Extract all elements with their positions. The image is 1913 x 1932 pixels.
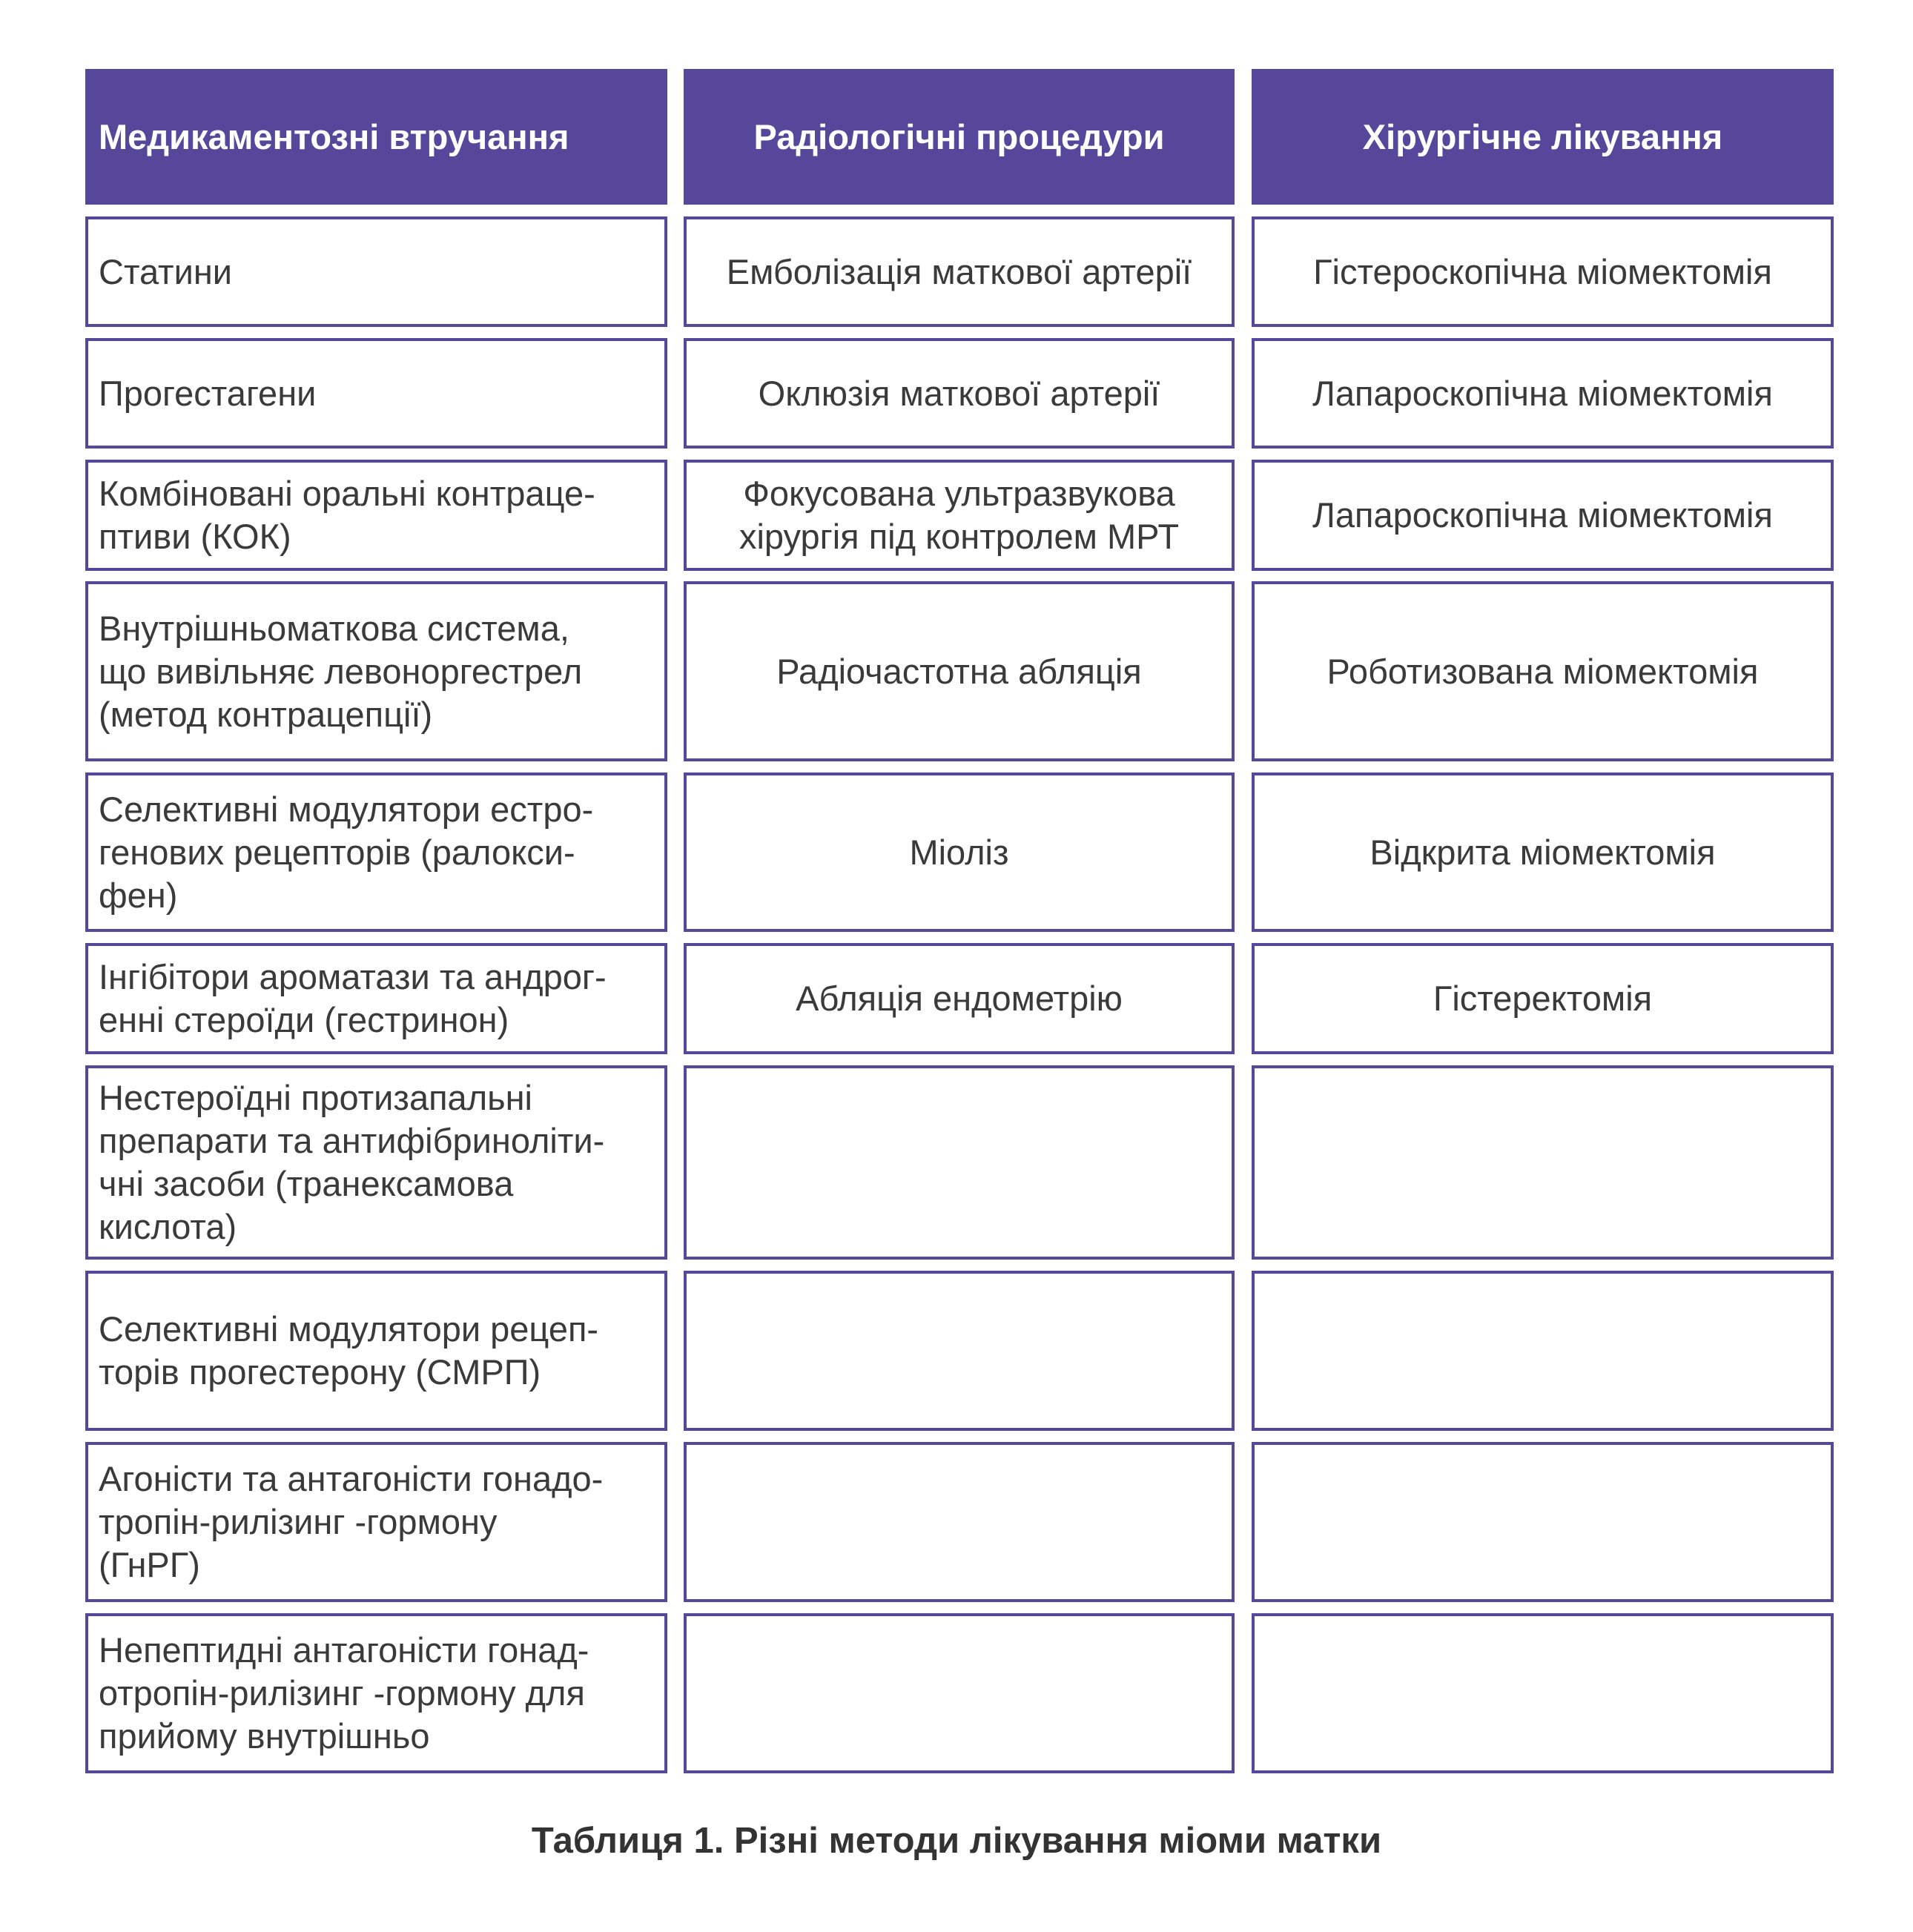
table-cell: Емболізація маткової артерії (684, 216, 1235, 327)
table-cell: Міоліз (684, 773, 1235, 932)
header-radiology: Радіологічні процедури (684, 69, 1235, 205)
table-cell-empty (1252, 1442, 1834, 1602)
table-caption: Таблиця 1. Різні методи лікування міоми матки (531, 1821, 1382, 1861)
table-cell: Роботизована міомектомія (1252, 581, 1834, 761)
table-cell: Прогестагени (85, 338, 667, 449)
table-cell: Агоністи та антагоністи гонадо- тропін-рилізинг -гормону (ГнРГ) (85, 1442, 667, 1602)
table-cell: Внутрішньоматкова система, що вивільняє левоноргестрел (метод контрацепції) (85, 581, 667, 761)
table-cell-empty (1252, 1271, 1834, 1431)
table-cell: Гістеректомія (1252, 943, 1834, 1054)
table-cell: Абляція ендометрію (684, 943, 1235, 1054)
table-cell: Комбіновані оральні контраце- птиви (КОК) (85, 460, 667, 571)
table-cell-empty (684, 1271, 1235, 1431)
table-cell: Нестероїдні протизапальні препарати та антифібринолiти- чні засоби (транексамова кислота) (85, 1065, 667, 1260)
table-cell-empty (684, 1065, 1235, 1260)
table-cell-empty (1252, 1065, 1834, 1260)
table-cell: Селективні модулятори естро- генових рецепторів (ралокси- фен) (85, 773, 667, 932)
table-cell: Селективні модулятори рецеп- торів прогестерону (СМРП) (85, 1271, 667, 1431)
table-cell: Інгібітори ароматази та андрог- енні стероїди (гестринон) (85, 943, 667, 1054)
table-cell-empty (684, 1613, 1235, 1773)
table-cell: Радіочастотна абляція (684, 581, 1235, 761)
table-cell: Лапароскопічна міомектомія (1252, 460, 1834, 571)
header-surgery: Хірургічне лікування (1252, 69, 1834, 205)
header-medication: Медикаментозні втручання (85, 69, 667, 205)
table-cell: Лапароскопічна міомектомія (1252, 338, 1834, 449)
table-cell: Гістероскопічна міомектомія (1252, 216, 1834, 327)
table-cell: Відкрита міомектомія (1252, 773, 1834, 932)
table-cell: Фокусована ультразвукова хірургія під контролем МРТ (684, 460, 1235, 571)
table-cell-empty (684, 1442, 1235, 1602)
table-cell: Оклюзія маткової артерії (684, 338, 1235, 449)
table-cell-empty (1252, 1613, 1834, 1773)
table-cell: Статини (85, 216, 667, 327)
table-cell: Непептидні антагоністи гонад- отропін-рилізинг -гормону для прийому внутрішньо (85, 1613, 667, 1773)
